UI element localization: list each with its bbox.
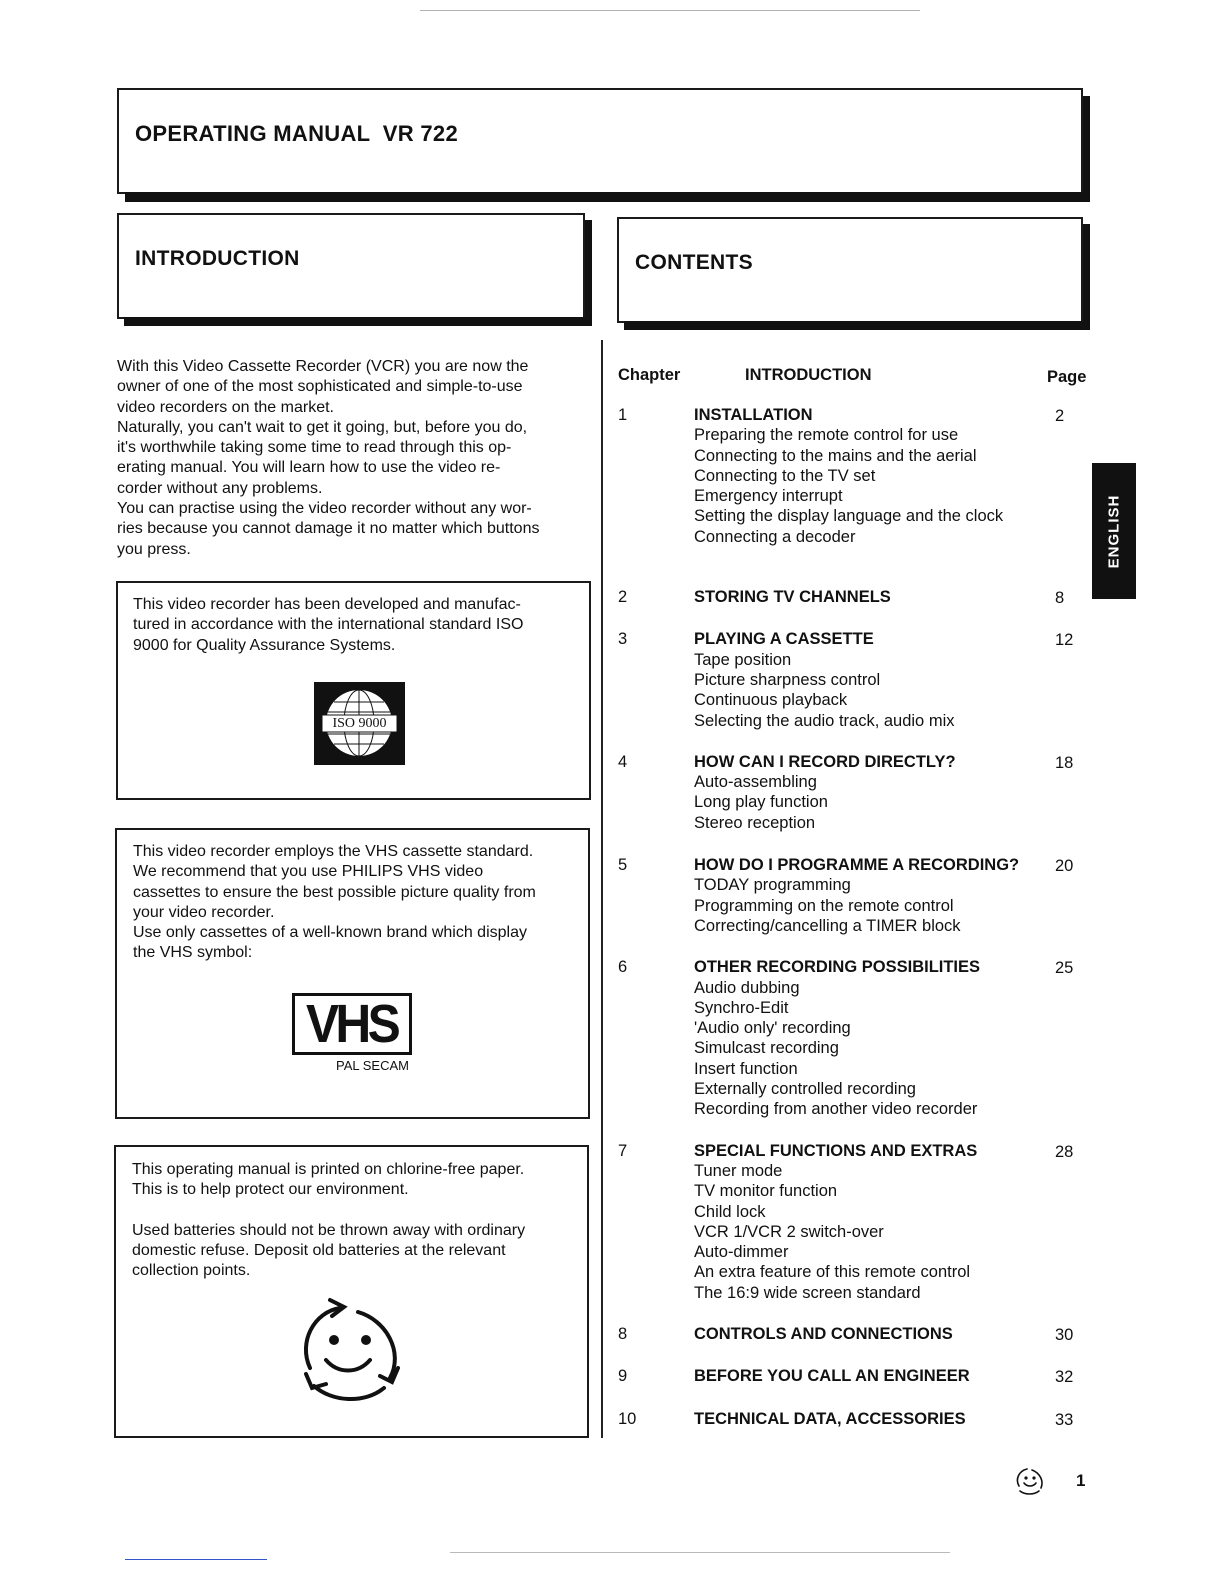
eco-line: This operating manual is printed on chlorine-free paper. [132, 1161, 525, 1178]
iso-logo-text: ISO 9000 [332, 716, 387, 731]
chapter-page: 30 [1055, 1325, 1074, 1344]
chapter-subitem: TODAY programming [694, 876, 851, 895]
contents-box-shadow-right [1083, 224, 1090, 330]
eco-line: Used batteries should not be thrown away with ordinary [132, 1221, 526, 1239]
chapter-row[interactable] [618, 957, 1098, 1119]
chapter-page: 28 [1055, 1142, 1074, 1161]
vhs-line: your video recorder. [133, 903, 275, 921]
scan-line-bottom [450, 1552, 950, 1553]
chapter-subitem: Correcting/cancelling a TIMER block [694, 916, 961, 935]
chapter-row[interactable] [618, 1141, 1098, 1303]
chapter-subitem: Stereo reception [694, 813, 816, 832]
chapter-subitem: Auto-dimmer [694, 1243, 789, 1262]
intro-line: erating manual. You will learn how to use the video re- [117, 459, 501, 477]
chapter-page: 18 [1055, 753, 1074, 772]
introduction-box-shadow-bottom [124, 317, 592, 326]
chapter-subitem: Tuner mode [694, 1161, 783, 1180]
chapter-subitem: Child lock [694, 1202, 766, 1221]
eco-text [132, 1160, 582, 1281]
chapter-subitem: TV monitor function [694, 1182, 838, 1201]
column-chapter: Chapter [618, 366, 681, 384]
chapter-subitem: Insert function [694, 1059, 798, 1078]
chapter-number: 8 [618, 1324, 628, 1343]
chapter-number: 7 [618, 1141, 628, 1160]
chapter-row[interactable] [618, 1409, 1098, 1429]
contents-box-shadow-bottom [624, 321, 1090, 330]
chapter-subitem: Synchro-Edit [694, 998, 789, 1017]
chapter-subitem: Setting the display language and the clock [694, 507, 1004, 526]
chapter-row[interactable] [618, 1366, 1098, 1386]
chapter-title: PLAYING A CASSETTE [694, 630, 874, 649]
iso-line: This video recorder has been developed and manufac- [133, 596, 521, 613]
intro-line: Naturally, you can't wait to get it going, but, before you do, [117, 418, 528, 436]
vhs-line: We recommend that you use PHILIPS VHS video [133, 863, 484, 881]
chapter-page: 2 [1055, 407, 1065, 425]
chapter-subitem: Externally controlled recording [694, 1080, 916, 1099]
chapter-page: 33 [1055, 1410, 1074, 1429]
chapter-subitem: Emergency interrupt [694, 487, 843, 506]
contents-header-row [618, 362, 1098, 402]
chapter-number: 4 [618, 752, 628, 771]
intro-line: ries because you cannot damage it no matter which buttons [117, 520, 540, 538]
recycle-smiley-icon [292, 1296, 412, 1406]
chapter-page: 25 [1055, 959, 1074, 978]
intro-line: You can practise using the video recorder without any wor- [117, 500, 532, 518]
chapter-number: 9 [618, 1367, 628, 1386]
chapter-subitem: Picture sharpness control [694, 670, 881, 689]
chapter-subitem: Auto-assembling [694, 773, 817, 792]
chapter-number: 6 [618, 958, 628, 977]
intro-line: corder without any problems. [117, 479, 323, 497]
column-page: Page [1047, 368, 1087, 386]
vhs-line: Use only cassettes of a well-known brand which display [133, 924, 527, 942]
scan-blue-line [125, 1559, 267, 1560]
chapter-subitem: Long play function [694, 793, 828, 812]
intro-line: video recorders on the market. [117, 398, 334, 416]
language-tab-label: ENGLISH [1105, 494, 1123, 568]
chapter-title: SPECIAL FUNCTIONS AND EXTRAS [694, 1141, 978, 1160]
chapter-subitem: Tape position [694, 650, 792, 669]
column-divider [601, 340, 603, 1438]
chapter-number: 10 [618, 1409, 637, 1428]
title-box-shadow-right [1083, 96, 1090, 202]
chapter-subitem: Continuous playback [694, 691, 848, 710]
introduction-text [117, 357, 592, 560]
chapter-subitem: Connecting to the mains and the aerial [694, 446, 977, 465]
chapter-title: HOW DO I PROGRAMME A RECORDING? [694, 856, 1020, 875]
intro-line: With this Video Cassette Recorder (VCR) you are now the [117, 358, 529, 375]
chapter-subitem: Recording from another video recorder [694, 1100, 978, 1119]
chapter-subitem: Audio dubbing [694, 978, 800, 997]
chapter-row[interactable] [618, 405, 1098, 547]
page-title: OPERATING MANUAL VR 722 [135, 121, 458, 146]
chapter-title: BEFORE YOU CALL AN ENGINEER [694, 1367, 970, 1386]
iso-line: tured in accordance with the international standard ISO [133, 616, 524, 634]
vhs-line: cassettes to ensure the best possible picture quality from [133, 883, 536, 901]
eco-line: collection points. [132, 1262, 251, 1280]
chapter-title: HOW CAN I RECORD DIRECTLY? [694, 752, 956, 771]
chapter-subitem: VCR 1/VCR 2 switch-over [694, 1222, 884, 1241]
chapter-number: 5 [618, 856, 628, 875]
contents-table [618, 362, 1098, 1429]
chapter-title: TECHNICAL DATA, ACCESSORIES [694, 1409, 966, 1428]
chapter-subitem: 'Audio only' recording [694, 1019, 851, 1038]
intro-line: owner of one of the most sophisticated and simple-to-use [117, 378, 523, 396]
chapter-page: 20 [1055, 857, 1074, 876]
vhs-logo-subtitle: PAL SECAM [336, 1058, 409, 1073]
chapter-number: 3 [618, 630, 628, 649]
eco-line: domestic refuse. Deposit old batteries at the relevant [132, 1241, 506, 1259]
vhs-line: the VHS symbol: [133, 944, 253, 962]
iso-line: 9000 for Quality Assurance Systems. [133, 636, 396, 654]
vhs-logo [292, 993, 412, 1055]
chapter-row[interactable] [618, 587, 1098, 607]
title-box-shadow-bottom [125, 192, 1090, 202]
iso-text [133, 595, 583, 656]
chapter-title: CONTROLS AND CONNECTIONS [694, 1324, 953, 1343]
chapter-row[interactable] [618, 1324, 1098, 1344]
chapter-title: STORING TV CHANNELS [694, 588, 891, 607]
eco-line: This is to help protect our environment. [132, 1181, 409, 1199]
chapter-row[interactable] [618, 629, 1098, 730]
chapter-subitem: Connecting a decoder [694, 527, 856, 546]
chapter-subitem: Selecting the audio track, audio mix [694, 711, 955, 730]
chapter-row[interactable] [618, 752, 1098, 833]
page-number: 1 [1076, 1471, 1086, 1490]
chapter-row[interactable] [618, 855, 1098, 936]
intro-line: it's worthwhile taking some time to read through this op- [117, 439, 512, 457]
introduction-box-shadow-right [585, 220, 592, 326]
chapter-title: INSTALLATION [694, 406, 813, 424]
contents-heading: CONTENTS [635, 251, 753, 274]
vhs-logo-text: VHS [306, 994, 398, 1054]
eco-spacer [132, 1201, 582, 1221]
column-introduction: INTRODUCTION [745, 366, 872, 384]
chapter-page: 12 [1055, 631, 1074, 650]
chapter-subitem: An extra feature of this remote control [694, 1263, 971, 1282]
chapter-subitem: Simulcast recording [694, 1039, 839, 1058]
chapter-page: 32 [1055, 1368, 1074, 1387]
introduction-heading: INTRODUCTION [135, 247, 300, 270]
chapter-subitem: Preparing the remote control for use [694, 426, 959, 445]
chapter-number: 2 [618, 588, 628, 607]
vhs-line: This video recorder employs the VHS cassette standard. [133, 843, 534, 860]
chapter-subitem: The 16:9 wide screen standard [694, 1283, 921, 1302]
chapter-subitem: Programming on the remote control [694, 896, 954, 915]
chapter-subitem: Connecting to the TV set [694, 466, 876, 485]
chapter-title: OTHER RECORDING POSSIBILITIES [694, 958, 981, 977]
scan-line-top [420, 10, 920, 11]
chapter-page: 8 [1055, 589, 1065, 608]
iso-9000-logo [314, 682, 405, 765]
intro-line: you press. [117, 540, 191, 558]
vhs-text [133, 842, 583, 964]
chapter-number: 1 [618, 406, 628, 424]
recycle-small-icon [1014, 1466, 1046, 1496]
language-tab [1092, 463, 1136, 599]
